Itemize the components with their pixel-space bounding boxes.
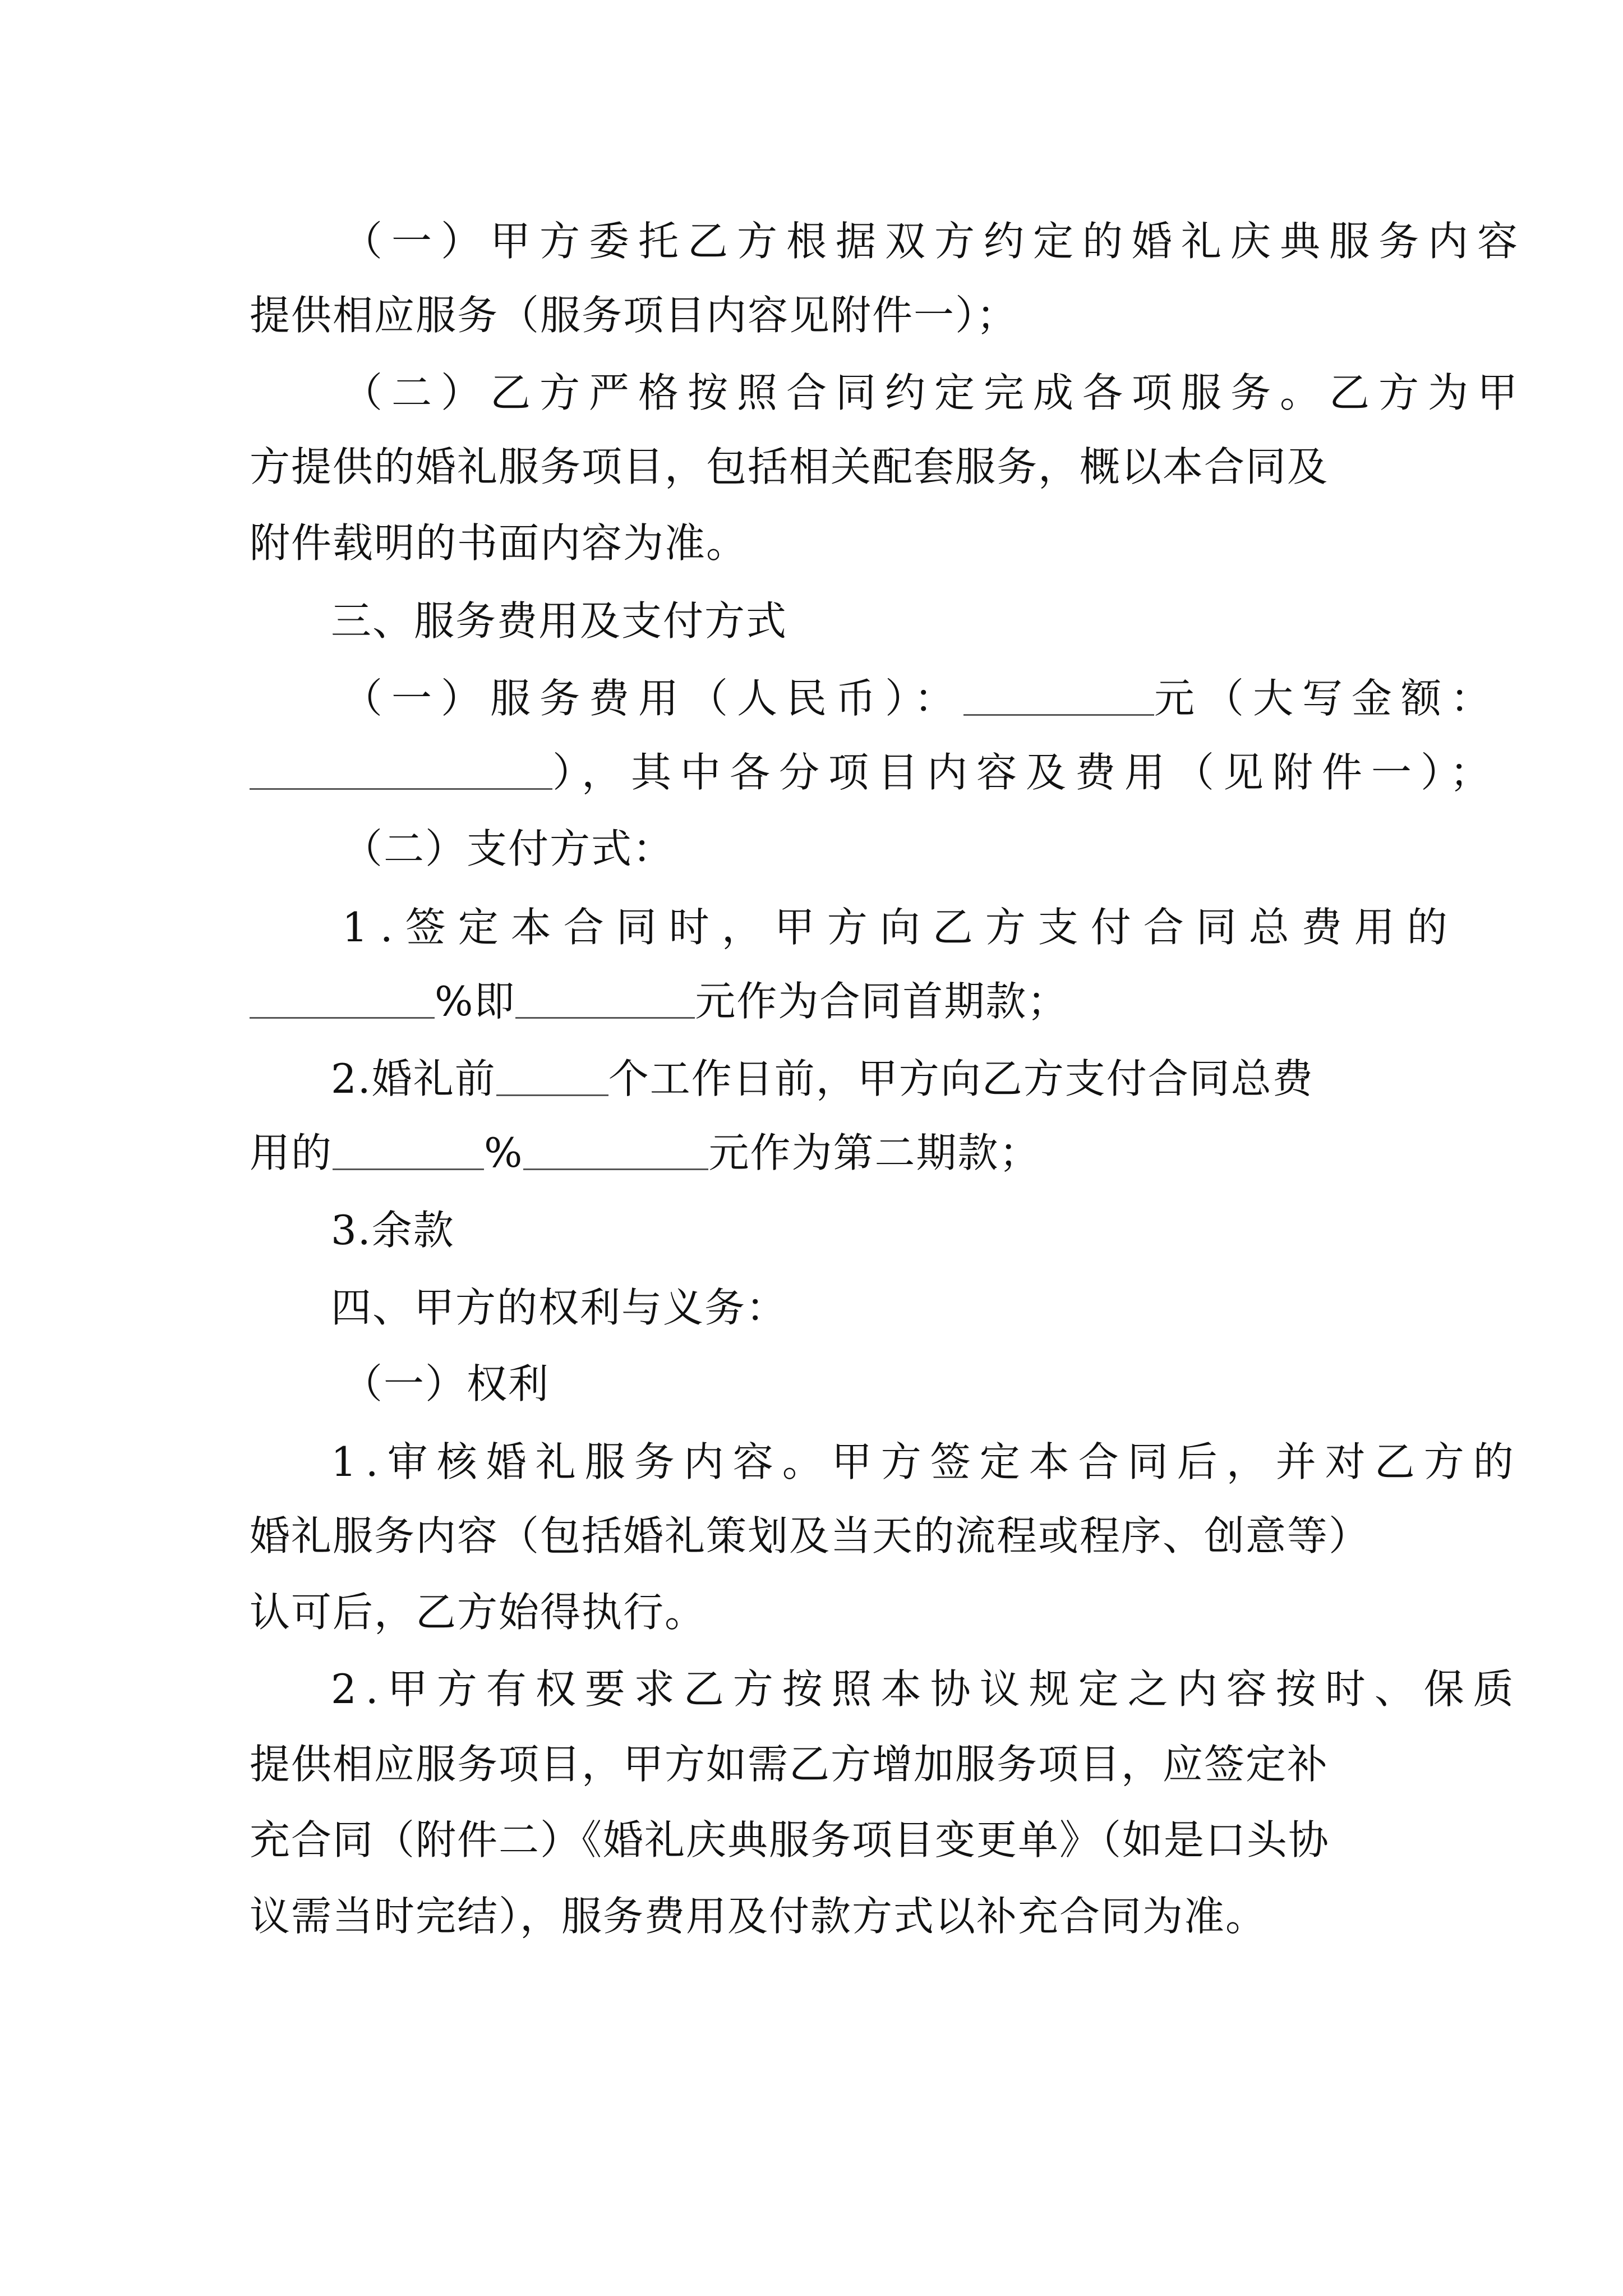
section-heading: 四、甲方的权利与义务： <box>331 1284 788 1331</box>
fee-amount-label: （一）服务费用（人民币）： <box>342 675 964 722</box>
paragraph-line: 提供相应服务（服务项目内容见附件一）； <box>250 292 1018 339</box>
section-heading: 三、服务费用及支付方式 <box>331 597 788 645</box>
percent-blank <box>250 977 435 1019</box>
second-payment-line <box>0 1042 1623 1115</box>
fee-amount-suffix: 元（大写金额： <box>1154 675 1500 722</box>
paragraph-line: （一）甲方委托乙方根据双方约定的婚礼庆典服务内容 <box>342 218 1527 265</box>
second-payment-cont-label: 用的 <box>250 1129 333 1176</box>
days-blank <box>496 1054 608 1096</box>
first-payment-line <box>0 965 1623 1038</box>
amount-blank <box>523 1128 708 1170</box>
subsection-heading: （二）支付方式： <box>342 825 675 872</box>
fee-amount-cont-text: ），其中各分项目内容及费用（见附件一）； <box>552 749 1500 796</box>
paragraph-line: 3.余款 <box>331 1207 455 1254</box>
amount-blank <box>515 977 695 1019</box>
second-payment-line-cont <box>0 1116 1623 1189</box>
fee-amount-line-cont <box>0 736 1623 809</box>
paragraph-line: 2.甲方有权要求乙方按照本协议规定之内容按时、保质 <box>331 1665 1523 1713</box>
amount-blank <box>963 674 1154 716</box>
percent-blank <box>333 1128 484 1170</box>
first-payment-text: 元作为合同首期款； <box>695 978 1069 1025</box>
paragraph-line: 方提供的婚礼服务项目，包括相关配套服务，概以本合同及 <box>250 443 1329 490</box>
paragraph-line: 1.审核婚礼服务内容。甲方签定本合同后，并对乙方的 <box>331 1438 1523 1485</box>
paragraph-line: （二）乙方严格按照合同约定完成各项服务。乙方为甲 <box>342 369 1527 416</box>
subsection-heading: （一）权利 <box>342 1360 550 1407</box>
paragraph-line: 婚礼服务内容（包括婚礼策划及当天的流程或程序、创意等） <box>250 1512 1371 1559</box>
second-payment-cont-text: 元作为第二期款； <box>708 1129 1041 1176</box>
percent-sign: % <box>484 1129 524 1176</box>
paragraph-line: 提供相应服务项目，甲方如需乙方增加服务项目，应签定补 <box>250 1741 1329 1788</box>
paragraph-line: 附件载明的书面内容为准。 <box>250 519 748 567</box>
first-payment-percent-text: %即 <box>435 978 516 1025</box>
paragraph-line: 认可后，乙方始得执行。 <box>250 1589 707 1636</box>
paragraph-line: 充合同（附件二）《婚礼庆典服务项目变更单》（如是口头协 <box>250 1816 1330 1864</box>
second-payment-text: 个工作日前，甲方向乙方支付合同总费 <box>608 1055 1314 1102</box>
second-payment-label: 2.婚礼前 <box>331 1055 496 1102</box>
fee-amount-line <box>0 662 1623 735</box>
paragraph-line: 议需当时完结），服务费用及付款方式以补充合同为准。 <box>250 1893 1267 1940</box>
amount-words-blank <box>250 748 552 790</box>
paragraph-line: 1.签定本合同时，甲方向乙方支付合同总费用的 <box>342 904 1460 951</box>
